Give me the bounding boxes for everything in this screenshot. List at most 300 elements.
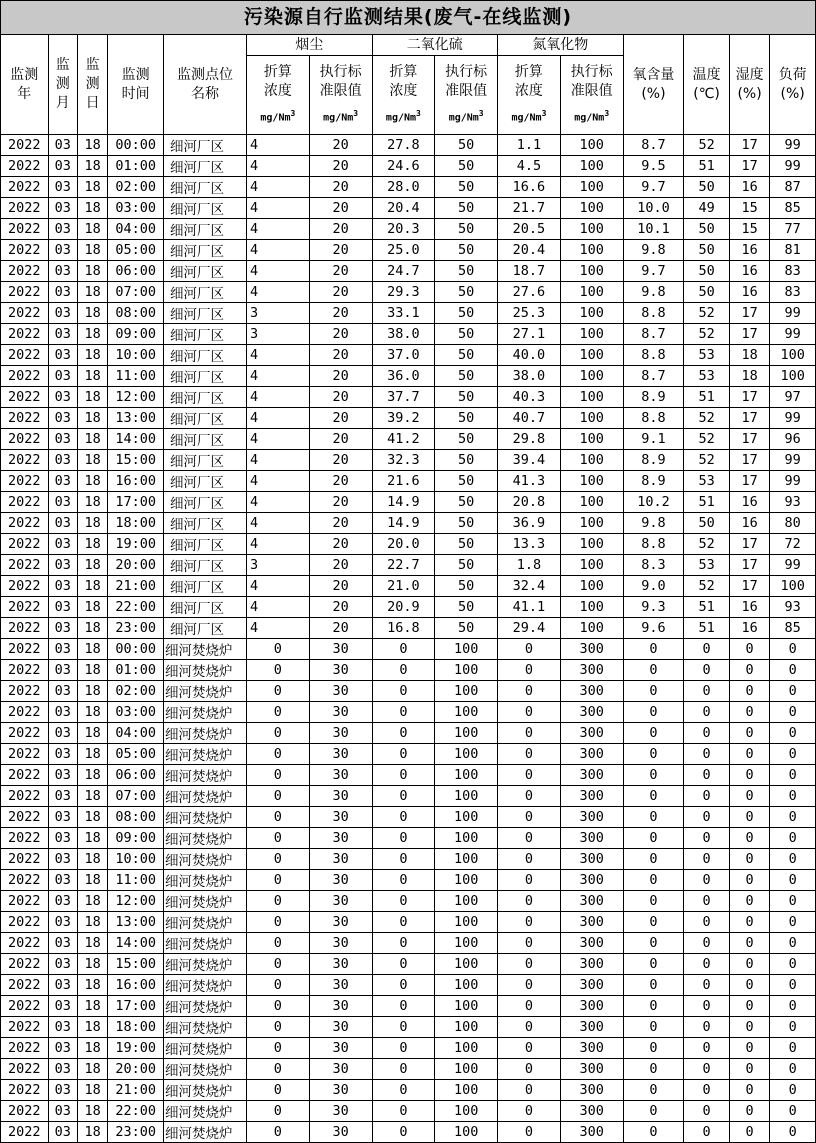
cell-point-name: 细河焚烧炉 (163, 912, 246, 933)
cell-time: 10:00 (108, 849, 164, 870)
cell-day: 18 (77, 1059, 107, 1080)
cell-nox-limit: 100 (560, 156, 623, 177)
cell-year: 2022 (1, 723, 49, 744)
cell-dust-limit: 20 (309, 597, 372, 618)
cell-so2-limit: 50 (435, 240, 498, 261)
cell-so2-limit: 50 (435, 156, 498, 177)
cell-dust-conc: 0 (246, 954, 309, 975)
cell-load: 0 (770, 828, 816, 849)
cell-load: 99 (770, 156, 816, 177)
cell-humidity: 17 (729, 471, 769, 492)
table-row (1, 912, 816, 933)
cell-point-name: 细河厂区 (163, 282, 246, 303)
cell-time: 09:00 (108, 324, 164, 345)
cell-load: 0 (770, 1059, 816, 1080)
cell-nox-limit: 100 (560, 219, 623, 240)
cell-year: 2022 (1, 303, 49, 324)
cell-so2-conc: 38.0 (372, 324, 435, 345)
table-row (1, 471, 816, 492)
cell-dust-limit: 20 (309, 261, 372, 282)
cell-month: 03 (48, 996, 77, 1017)
cell-temperature: 0 (684, 849, 730, 870)
cell-load: 0 (770, 849, 816, 870)
cell-time: 10:00 (108, 345, 164, 366)
cell-year: 2022 (1, 786, 49, 807)
cell-month: 03 (48, 597, 77, 618)
cell-temperature: 52 (684, 429, 730, 450)
cell-day: 18 (77, 828, 107, 849)
cell-time: 23:00 (108, 1122, 164, 1143)
cell-point-name: 细河厂区 (163, 618, 246, 639)
cell-dust-limit: 20 (309, 492, 372, 513)
cell-load: 0 (770, 1122, 816, 1143)
cell-time: 21:00 (108, 1080, 164, 1101)
cell-dust-limit: 30 (309, 891, 372, 912)
cell-nox-limit: 300 (560, 765, 623, 786)
cell-time: 04:00 (108, 219, 164, 240)
cell-dust-limit: 20 (309, 387, 372, 408)
cell-oxygen: 8.9 (623, 387, 684, 408)
cell-oxygen: 0 (623, 1101, 684, 1122)
cell-so2-limit: 50 (435, 198, 498, 219)
cell-load: 77 (770, 219, 816, 240)
cell-nox-conc: 0 (498, 996, 561, 1017)
cell-so2-limit: 100 (435, 870, 498, 891)
cell-time: 07:00 (108, 282, 164, 303)
cell-dust-limit: 30 (309, 1038, 372, 1059)
cell-dust-limit: 30 (309, 933, 372, 954)
cell-time: 05:00 (108, 240, 164, 261)
cell-dust-limit: 30 (309, 849, 372, 870)
cell-so2-limit: 100 (435, 891, 498, 912)
cell-year: 2022 (1, 891, 49, 912)
cell-day: 18 (77, 723, 107, 744)
cell-nox-conc: 0 (498, 1059, 561, 1080)
cell-dust-limit: 20 (309, 282, 372, 303)
cell-point-name: 细河厂区 (163, 471, 246, 492)
cell-day: 18 (77, 135, 107, 156)
cell-nox-limit: 100 (560, 576, 623, 597)
cell-nox-conc: 0 (498, 660, 561, 681)
header-oxygen: 氧含量(%) (623, 35, 684, 135)
cell-nox-limit: 300 (560, 681, 623, 702)
cell-humidity: 16 (729, 597, 769, 618)
cell-so2-limit: 50 (435, 135, 498, 156)
cell-point-name: 细河焚烧炉 (163, 765, 246, 786)
cell-so2-conc: 37.7 (372, 387, 435, 408)
cell-nox-conc: 41.3 (498, 471, 561, 492)
cell-humidity: 0 (729, 1122, 769, 1143)
cell-dust-limit: 20 (309, 303, 372, 324)
cell-year: 2022 (1, 198, 49, 219)
cell-nox-conc: 13.3 (498, 534, 561, 555)
cell-nox-limit: 300 (560, 744, 623, 765)
cell-temperature: 0 (684, 765, 730, 786)
cell-time: 15:00 (108, 450, 164, 471)
cell-nox-limit: 100 (560, 492, 623, 513)
cell-dust-conc: 4 (246, 513, 309, 534)
header-group-nox: 氮氧化物 (498, 35, 624, 56)
cell-month: 03 (48, 198, 77, 219)
cell-dust-conc: 0 (246, 723, 309, 744)
cell-year: 2022 (1, 849, 49, 870)
cell-day: 18 (77, 681, 107, 702)
cell-so2-conc: 0 (372, 849, 435, 870)
cell-oxygen: 9.1 (623, 429, 684, 450)
cell-month: 03 (48, 639, 77, 660)
cell-load: 0 (770, 1017, 816, 1038)
cell-time: 18:00 (108, 513, 164, 534)
cell-year: 2022 (1, 429, 49, 450)
cell-dust-limit: 30 (309, 870, 372, 891)
cell-nox-limit: 300 (560, 1080, 623, 1101)
cell-nox-limit: 300 (560, 870, 623, 891)
cell-temperature: 51 (684, 156, 730, 177)
cell-nox-limit: 100 (560, 324, 623, 345)
cell-load: 99 (770, 471, 816, 492)
cell-month: 03 (48, 177, 77, 198)
cell-day: 18 (77, 282, 107, 303)
cell-temperature: 52 (684, 576, 730, 597)
cell-load: 99 (770, 135, 816, 156)
cell-year: 2022 (1, 366, 49, 387)
cell-month: 03 (48, 324, 77, 345)
cell-year: 2022 (1, 828, 49, 849)
cell-time: 21:00 (108, 576, 164, 597)
cell-so2-limit: 100 (435, 1038, 498, 1059)
cell-so2-conc: 0 (372, 744, 435, 765)
cell-time: 09:00 (108, 828, 164, 849)
cell-dust-limit: 30 (309, 1059, 372, 1080)
cell-year: 2022 (1, 975, 49, 996)
cell-time: 02:00 (108, 177, 164, 198)
header-group-dust: 烟尘 (246, 35, 372, 56)
cell-dust-conc: 0 (246, 639, 309, 660)
cell-month: 03 (48, 387, 77, 408)
cell-so2-limit: 100 (435, 786, 498, 807)
cell-time: 13:00 (108, 912, 164, 933)
table-row (1, 219, 816, 240)
cell-time: 05:00 (108, 744, 164, 765)
cell-oxygen: 0 (623, 828, 684, 849)
cell-humidity: 0 (729, 1059, 769, 1080)
cell-year: 2022 (1, 639, 49, 660)
cell-load: 0 (770, 639, 816, 660)
table-row (1, 492, 816, 513)
cell-year: 2022 (1, 807, 49, 828)
cell-day: 18 (77, 996, 107, 1017)
cell-nox-conc: 0 (498, 1017, 561, 1038)
cell-so2-limit: 100 (435, 912, 498, 933)
cell-temperature: 0 (684, 891, 730, 912)
cell-load: 83 (770, 261, 816, 282)
cell-temperature: 0 (684, 1017, 730, 1038)
cell-year: 2022 (1, 450, 49, 471)
cell-dust-limit: 30 (309, 765, 372, 786)
cell-time: 18:00 (108, 1017, 164, 1038)
cell-so2-limit: 100 (435, 639, 498, 660)
header-so2-conc (372, 56, 435, 135)
cell-nox-limit: 300 (560, 1101, 623, 1122)
cell-point-name: 细河厂区 (163, 408, 246, 429)
cell-year: 2022 (1, 282, 49, 303)
cell-time: 17:00 (108, 492, 164, 513)
cell-dust-conc: 4 (246, 492, 309, 513)
cell-point-name: 细河厂区 (163, 513, 246, 534)
unit-label: mg/Nm$^3$ (448, 108, 484, 124)
cell-dust-limit: 20 (309, 177, 372, 198)
cell-nox-conc: 20.5 (498, 219, 561, 240)
cell-nox-limit: 100 (560, 366, 623, 387)
cell-dust-limit: 20 (309, 534, 372, 555)
cell-year: 2022 (1, 1122, 49, 1143)
cell-point-name: 细河焚烧炉 (163, 1038, 246, 1059)
cell-nox-conc: 1.1 (498, 135, 561, 156)
cell-humidity: 0 (729, 954, 769, 975)
table-row (1, 723, 816, 744)
cell-so2-conc: 0 (372, 828, 435, 849)
table-row (1, 408, 816, 429)
cell-dust-conc: 4 (246, 408, 309, 429)
cell-dust-conc: 0 (246, 849, 309, 870)
cell-nox-conc: 29.8 (498, 429, 561, 450)
cell-so2-conc: 0 (372, 786, 435, 807)
cell-day: 18 (77, 408, 107, 429)
cell-month: 03 (48, 1038, 77, 1059)
cell-oxygen: 9.6 (623, 618, 684, 639)
cell-year: 2022 (1, 765, 49, 786)
cell-temperature: 0 (684, 1101, 730, 1122)
cell-dust-limit: 20 (309, 618, 372, 639)
cell-dust-conc: 4 (246, 282, 309, 303)
cell-year: 2022 (1, 555, 49, 576)
cell-so2-conc: 21.0 (372, 576, 435, 597)
cell-nox-limit: 300 (560, 807, 623, 828)
cell-humidity: 18 (729, 366, 769, 387)
cell-so2-limit: 100 (435, 660, 498, 681)
cell-day: 18 (77, 912, 107, 933)
cell-month: 03 (48, 1017, 77, 1038)
cell-oxygen: 10.2 (623, 492, 684, 513)
cell-dust-limit: 30 (309, 786, 372, 807)
cell-nox-limit: 300 (560, 933, 623, 954)
cell-nox-conc: 40.0 (498, 345, 561, 366)
cell-so2-conc: 21.6 (372, 471, 435, 492)
cell-humidity: 17 (729, 429, 769, 450)
cell-humidity: 0 (729, 849, 769, 870)
unit-label: mg/Nm$^3$ (323, 108, 359, 124)
cell-point-name: 细河焚烧炉 (163, 639, 246, 660)
cell-so2-limit: 100 (435, 975, 498, 996)
cell-dust-limit: 30 (309, 975, 372, 996)
cell-time: 12:00 (108, 891, 164, 912)
cell-so2-conc: 0 (372, 660, 435, 681)
cell-point-name: 细河焚烧炉 (163, 954, 246, 975)
cell-dust-conc: 0 (246, 891, 309, 912)
cell-dust-conc: 0 (246, 1122, 309, 1143)
table-row (1, 387, 816, 408)
cell-load: 97 (770, 387, 816, 408)
cell-year: 2022 (1, 744, 49, 765)
cell-load: 0 (770, 1101, 816, 1122)
cell-temperature: 0 (684, 660, 730, 681)
cell-nox-conc: 32.4 (498, 576, 561, 597)
cell-humidity: 0 (729, 975, 769, 996)
cell-time: 19:00 (108, 1038, 164, 1059)
cell-so2-limit: 100 (435, 1017, 498, 1038)
cell-so2-limit: 50 (435, 282, 498, 303)
cell-time: 07:00 (108, 786, 164, 807)
cell-humidity: 0 (729, 870, 769, 891)
cell-oxygen: 0 (623, 912, 684, 933)
cell-time: 11:00 (108, 870, 164, 891)
cell-nox-limit: 300 (560, 891, 623, 912)
cell-year: 2022 (1, 324, 49, 345)
cell-humidity: 0 (729, 933, 769, 954)
cell-so2-limit: 50 (435, 324, 498, 345)
cell-so2-conc: 0 (372, 681, 435, 702)
cell-load: 0 (770, 660, 816, 681)
cell-temperature: 0 (684, 702, 730, 723)
cell-day: 18 (77, 492, 107, 513)
cell-so2-conc: 24.6 (372, 156, 435, 177)
cell-oxygen: 10.1 (623, 219, 684, 240)
cell-day: 18 (77, 933, 107, 954)
cell-dust-conc: 4 (246, 240, 309, 261)
cell-year: 2022 (1, 240, 49, 261)
table-row (1, 198, 816, 219)
cell-nox-conc: 39.4 (498, 450, 561, 471)
cell-dust-limit: 30 (309, 954, 372, 975)
cell-day: 18 (77, 1038, 107, 1059)
cell-so2-limit: 100 (435, 1101, 498, 1122)
cell-humidity: 0 (729, 765, 769, 786)
cell-dust-conc: 3 (246, 324, 309, 345)
cell-day: 18 (77, 345, 107, 366)
cell-day: 18 (77, 744, 107, 765)
unit-label: mg/Nm$^3$ (511, 108, 547, 124)
cell-day: 18 (77, 597, 107, 618)
cell-nox-limit: 100 (560, 198, 623, 219)
cell-day: 18 (77, 261, 107, 282)
cell-dust-limit: 20 (309, 408, 372, 429)
cell-dust-conc: 4 (246, 261, 309, 282)
cell-dust-conc: 0 (246, 660, 309, 681)
cell-nox-limit: 300 (560, 786, 623, 807)
cell-nox-limit: 100 (560, 450, 623, 471)
cell-time: 22:00 (108, 597, 164, 618)
cell-dust-limit: 20 (309, 345, 372, 366)
cell-so2-limit: 100 (435, 723, 498, 744)
cell-so2-conc: 36.0 (372, 366, 435, 387)
cell-time: 23:00 (108, 618, 164, 639)
table-row (1, 933, 816, 954)
cell-time: 20:00 (108, 1059, 164, 1080)
cell-so2-limit: 100 (435, 702, 498, 723)
cell-day: 18 (77, 177, 107, 198)
cell-day: 18 (77, 534, 107, 555)
cell-dust-limit: 20 (309, 471, 372, 492)
cell-oxygen: 0 (623, 1080, 684, 1101)
cell-oxygen: 9.8 (623, 282, 684, 303)
cell-load: 93 (770, 597, 816, 618)
cell-humidity: 0 (729, 660, 769, 681)
cell-humidity: 17 (729, 450, 769, 471)
cell-month: 03 (48, 219, 77, 240)
cell-nox-limit: 100 (560, 282, 623, 303)
cell-day: 18 (77, 870, 107, 891)
cell-temperature: 0 (684, 1038, 730, 1059)
cell-nox-limit: 100 (560, 408, 623, 429)
converted-concentration-label: 折算浓度 (263, 63, 292, 99)
cell-so2-limit: 50 (435, 618, 498, 639)
cell-year: 2022 (1, 702, 49, 723)
cell-nox-limit: 100 (560, 303, 623, 324)
cell-nox-conc: 36.9 (498, 513, 561, 534)
cell-temperature: 53 (684, 366, 730, 387)
cell-point-name: 细河厂区 (163, 345, 246, 366)
cell-nox-limit: 300 (560, 849, 623, 870)
table-row (1, 744, 816, 765)
cell-month: 03 (48, 408, 77, 429)
cell-oxygen: 9.5 (623, 156, 684, 177)
cell-temperature: 53 (684, 345, 730, 366)
cell-day: 18 (77, 450, 107, 471)
cell-nox-conc: 0 (498, 975, 561, 996)
table-row (1, 849, 816, 870)
cell-nox-conc: 0 (498, 807, 561, 828)
cell-dust-conc: 4 (246, 534, 309, 555)
cell-point-name: 细河厂区 (163, 324, 246, 345)
cell-dust-conc: 4 (246, 429, 309, 450)
cell-month: 03 (48, 156, 77, 177)
cell-dust-conc: 4 (246, 450, 309, 471)
cell-day: 18 (77, 240, 107, 261)
cell-month: 03 (48, 471, 77, 492)
cell-so2-limit: 50 (435, 471, 498, 492)
cell-day: 18 (77, 303, 107, 324)
cell-year: 2022 (1, 660, 49, 681)
cell-load: 83 (770, 282, 816, 303)
cell-so2-conc: 0 (372, 891, 435, 912)
cell-so2-conc: 25.0 (372, 240, 435, 261)
cell-month: 03 (48, 786, 77, 807)
cell-temperature: 0 (684, 996, 730, 1017)
cell-point-name: 细河厂区 (163, 576, 246, 597)
cell-humidity: 0 (729, 723, 769, 744)
cell-month: 03 (48, 660, 77, 681)
cell-time: 19:00 (108, 534, 164, 555)
cell-dust-conc: 0 (246, 681, 309, 702)
table-row (1, 576, 816, 597)
cell-so2-limit: 50 (435, 261, 498, 282)
cell-humidity: 15 (729, 219, 769, 240)
cell-temperature: 0 (684, 1122, 730, 1143)
cell-so2-limit: 50 (435, 429, 498, 450)
header-dust-conc (246, 56, 309, 135)
cell-point-name: 细河焚烧炉 (163, 786, 246, 807)
cell-time: 03:00 (108, 198, 164, 219)
cell-humidity: 0 (729, 828, 769, 849)
cell-nox-limit: 300 (560, 1017, 623, 1038)
cell-time: 01:00 (108, 660, 164, 681)
cell-nox-conc: 0 (498, 1101, 561, 1122)
cell-humidity: 16 (729, 618, 769, 639)
cell-oxygen: 0 (623, 660, 684, 681)
cell-dust-conc: 0 (246, 744, 309, 765)
cell-humidity: 17 (729, 303, 769, 324)
cell-day: 18 (77, 1101, 107, 1122)
